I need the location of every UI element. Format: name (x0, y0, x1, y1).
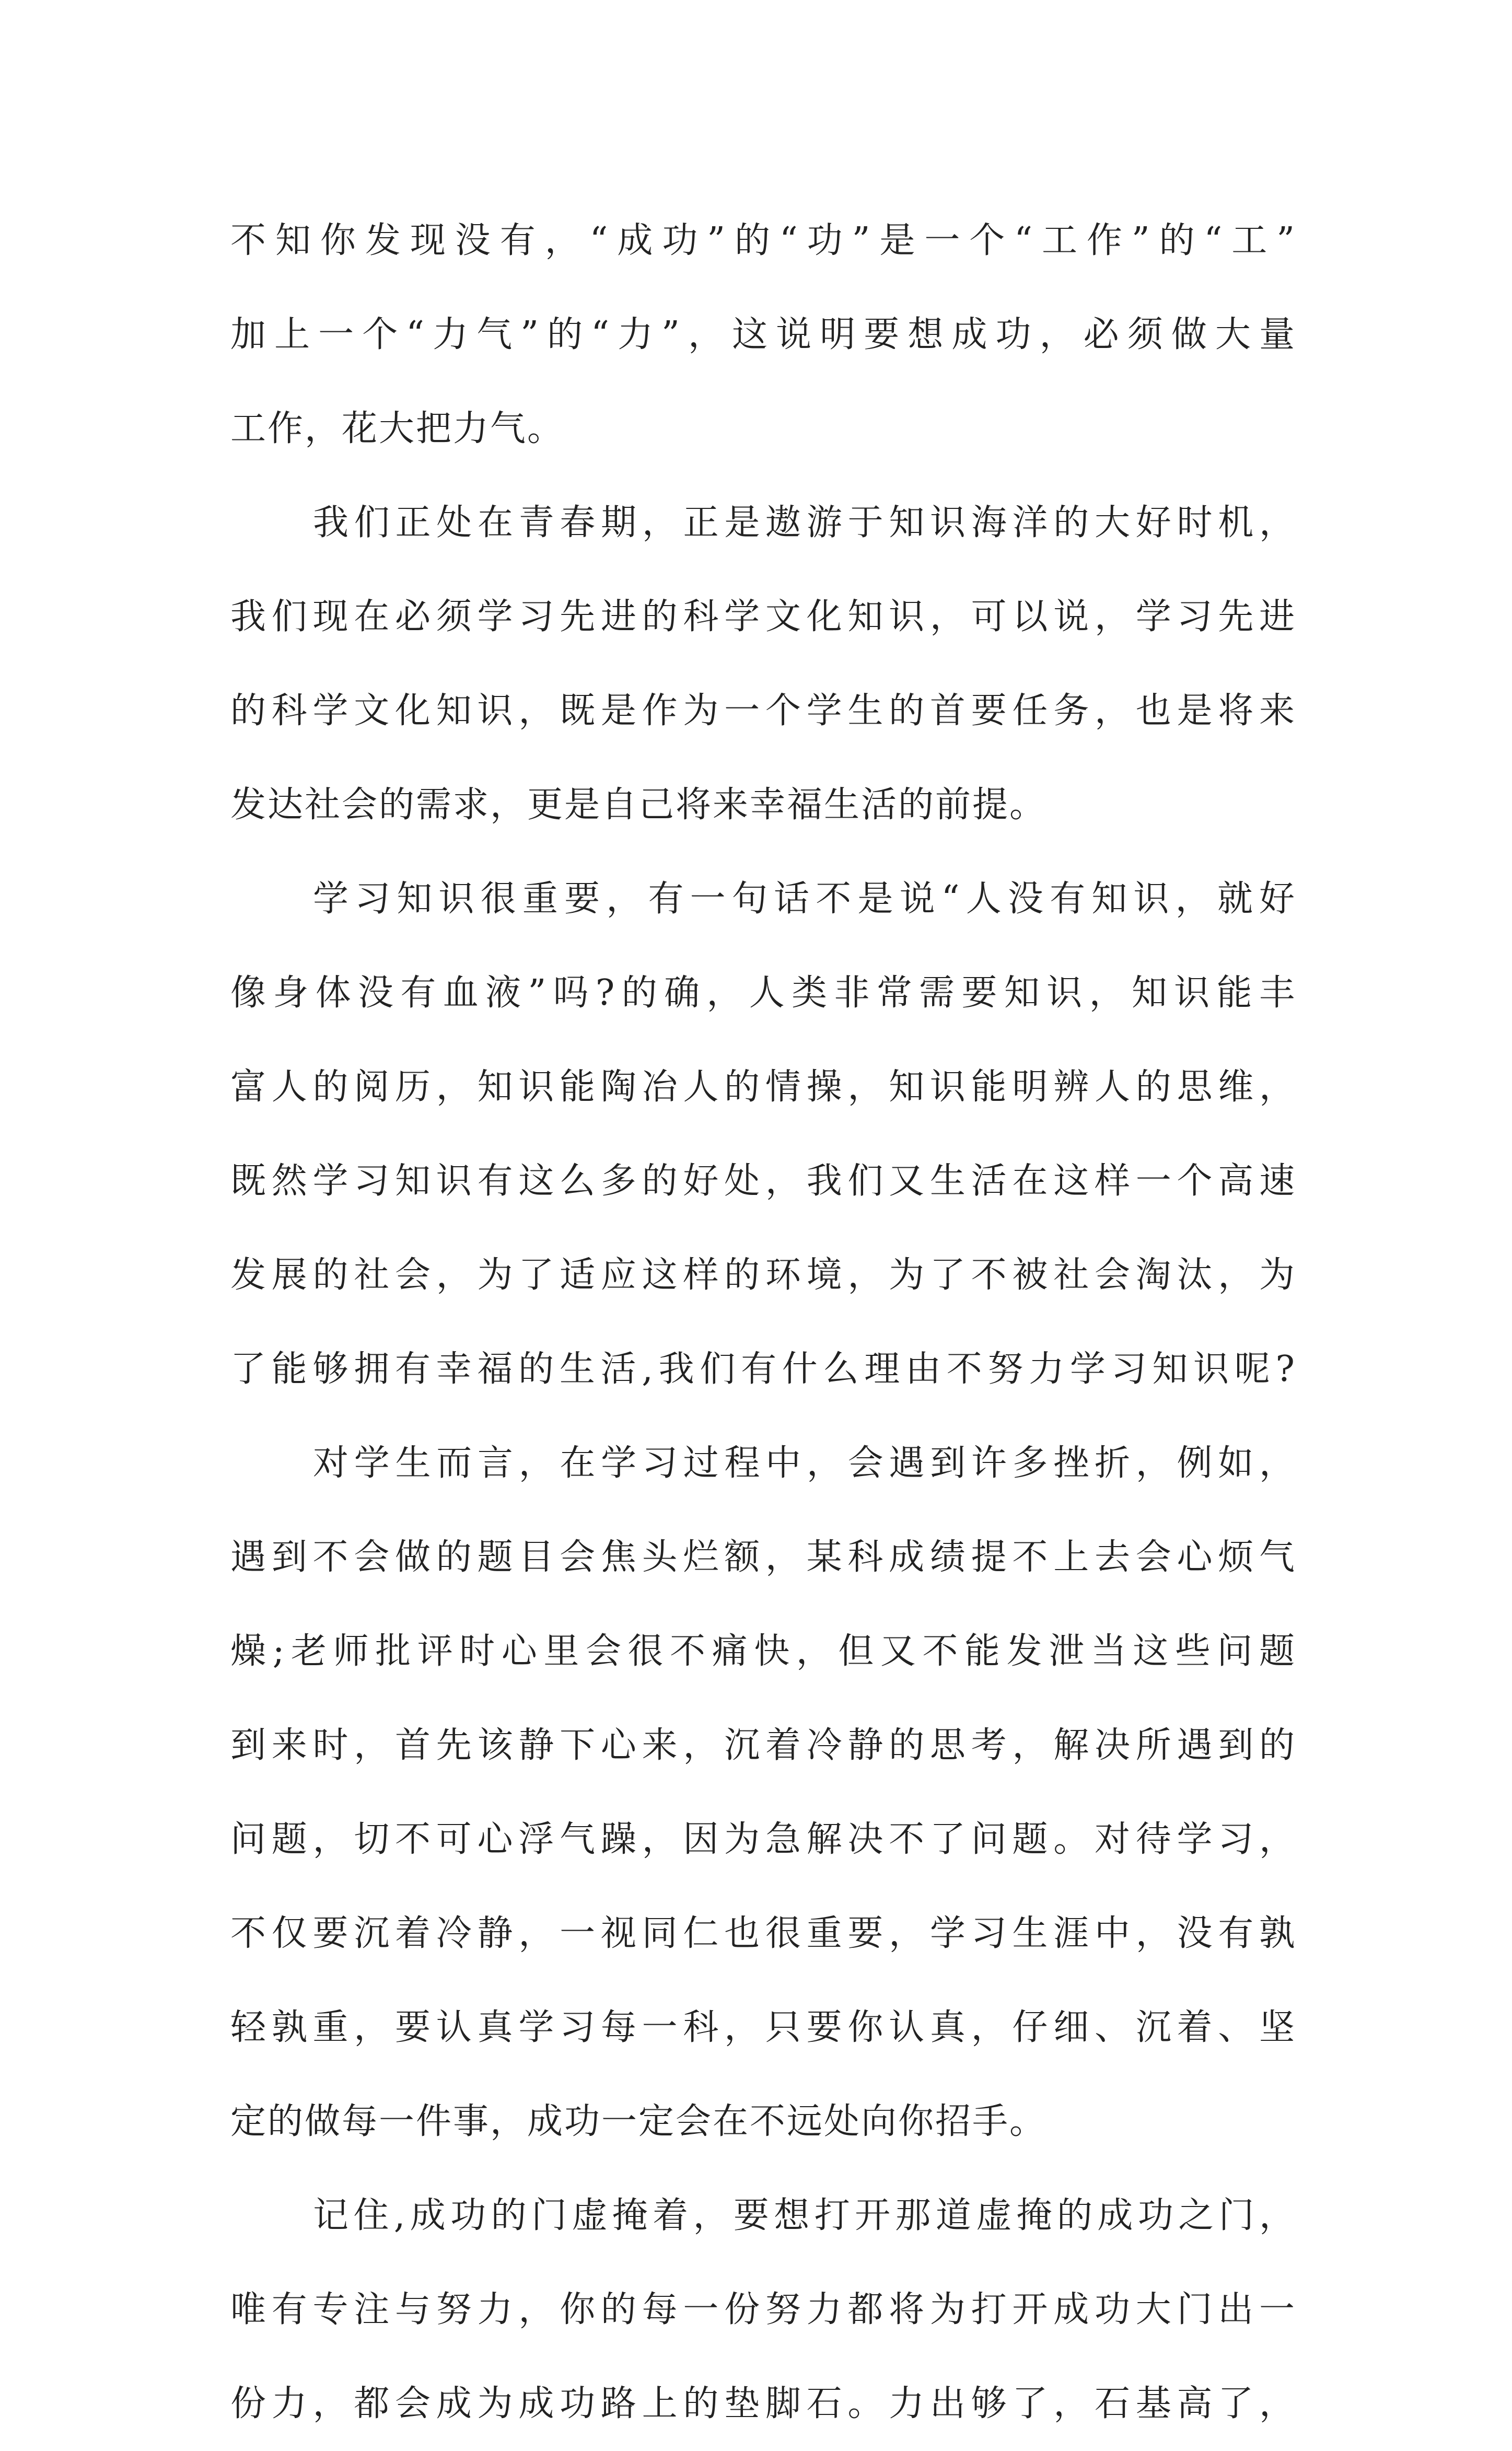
paragraph-4-line-1: 对学生而言，在学习过程中，会遇到许多挫折，例如， (313, 1443, 1296, 1484)
paragraph-2-line-4: 发达社会的需求，更是自己将来幸福生活的前提。 (230, 784, 1047, 826)
paragraph-4-line-7: 轻孰重，要认真学习每一科，只要你认真，仔细、沉着、坚 (230, 2007, 1296, 2048)
paragraph-2-line-2: 我们现在必须学习先进的科学文化知识，可以说，学习先进 (230, 596, 1296, 637)
paragraph-1-line-3: 工作，花大把力气。 (230, 408, 565, 449)
paragraph-4-line-8: 定的做每一件事，成功一定会在不远处向你招手。 (230, 2101, 1047, 2142)
paragraph-3-line-6: 了能够拥有幸福的生活,我们有什么理由不努力学习知识呢? (230, 1349, 1296, 1390)
paragraph-1-line-1: 不知你发现没有，“成功”的“功”是一个“工作”的“工” (230, 220, 1296, 261)
paragraph-1-line-2: 加上一个“力气”的“力”，这说明要想成功，必须做大量 (230, 314, 1296, 355)
paragraph-2-line-1: 我们正处在青春期，正是遨游于知识海洋的大好时机， (313, 502, 1296, 543)
paragraph-4-line-5: 问题，切不可心浮气躁，因为急解决不了问题。对待学习， (230, 1819, 1296, 1860)
paragraph-3-line-4: 既然学习知识有这么多的好处，我们又生活在这样一个高速 (230, 1160, 1296, 1202)
paragraph-5-line-1: 记住,成功的门虚掩着，要想打开那道虚掩的成功之门， (313, 2195, 1296, 2236)
paragraph-3-line-3: 富人的阅历，知识能陶冶人的情操，知识能明辨人的思维， (230, 1066, 1296, 1108)
paragraph-4-line-3: 燥;老师批评时心里会很不痛快，但又不能发泄当这些问题 (230, 1631, 1296, 1672)
document-body (230, 194, 1296, 2451)
paragraph-2-line-3: 的科学文化知识，既是作为一个学生的首要任务，也是将来 (230, 690, 1296, 731)
paragraph-5-line-3: 份力，都会成为成功路上的垫脚石。力出够了，石基高了， (230, 2383, 1296, 2424)
paragraph-3-line-5: 发展的社会，为了适应这样的环境，为了不被社会淘汰，为 (230, 1254, 1296, 1296)
paragraph-4-line-6: 不仅要沉着冷静，一视同仁也很重要，学习生涯中，没有孰 (230, 1913, 1296, 1954)
paragraph-3-line-2: 像身体没有血液”吗?的确，人类非常需要知识，知识能丰 (230, 972, 1296, 1014)
paragraph-5-line-2: 唯有专注与努力，你的每一份努力都将为打开成功大门出一 (230, 2289, 1296, 2330)
paragraph-4-line-2: 遇到不会做的题目会焦头烂额，某科成绩提不上去会心烦气 (230, 1537, 1296, 1578)
paragraph-4-line-4: 到来时，首先该静下心来，沉着冷静的思考，解决所遇到的 (230, 1725, 1296, 1766)
paragraph-3-line-1: 学习知识很重要，有一句话不是说“人没有知识，就好 (313, 878, 1296, 920)
